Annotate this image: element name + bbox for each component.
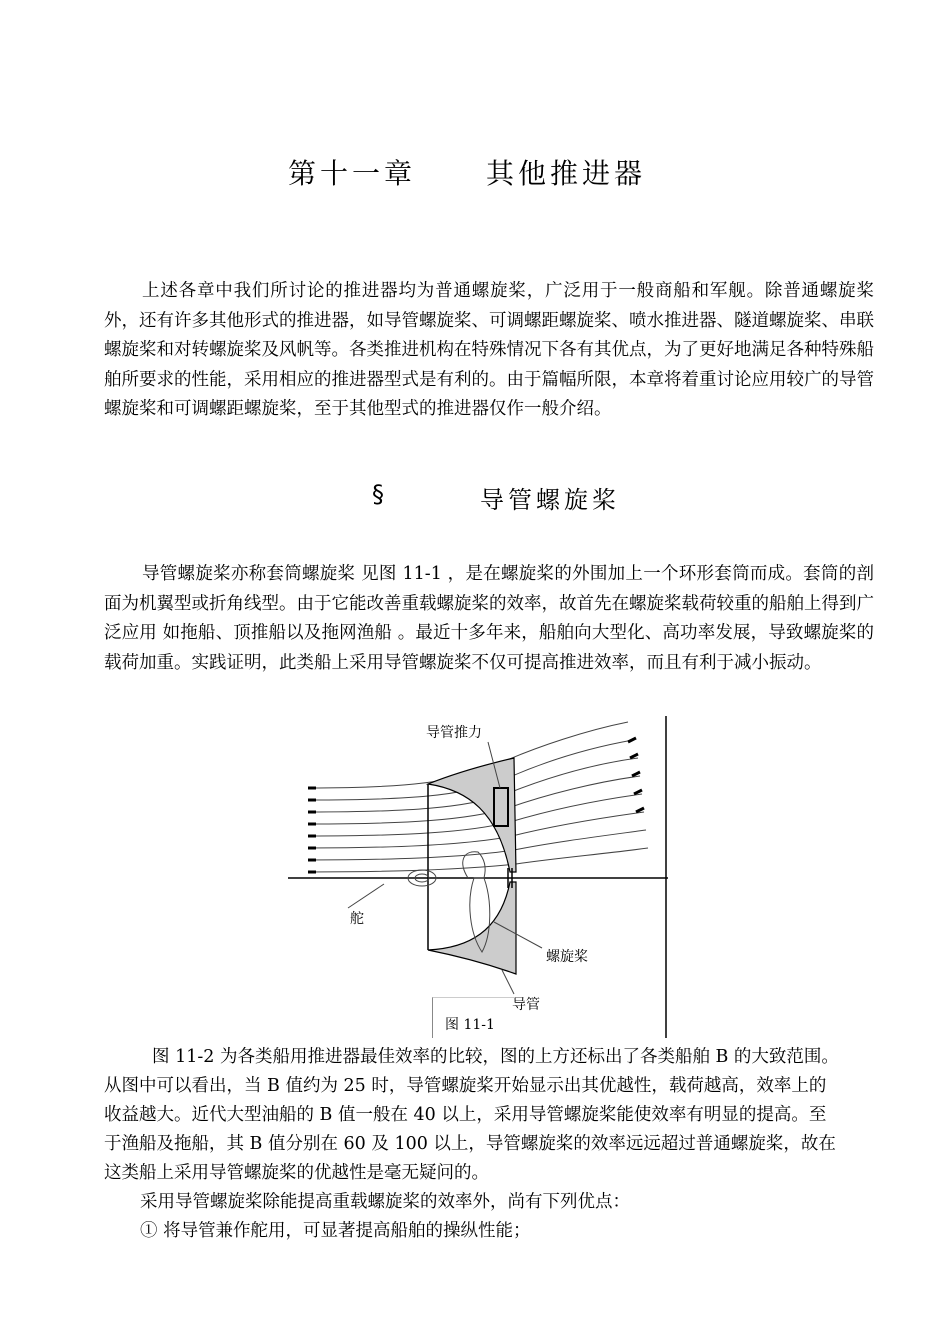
para2-line-3: 收益越大。近代大型油船的 B 值一般在 40 以上，采用导管螺旋桨能使效率有明显的提高。至 <box>104 1105 827 1125</box>
section-title: 导管螺旋桨 <box>480 486 620 514</box>
label-duct-thrust: 导管推力 <box>426 725 482 741</box>
label-rudder: 舵 <box>350 911 364 927</box>
figure-caption-box <box>432 997 515 1038</box>
para2-line-2: 从图中可以看出，当 B 值约为 25 时，导管螺旋桨开始显示出其优越性，载荷越高，效率上的 <box>104 1076 827 1096</box>
duct-intro-paragraph: 导管螺旋桨亦称套筒螺旋桨 见图 11-1 ，是在螺旋桨的外围加上一个环形套筒而成。套筒的剖面为机翼型或折角线型。由于它能改善重载螺旋桨的效率，故首先在螺旋桨载荷较重的船舶上得到广泛应用 如拖船、顶推船以及拖网渔船 。最近十多年来，船舶向大型化、高功率发展，导致螺旋桨的载荷加重。实践证明，此类船上采用导管螺旋桨不仅可提高推进效率，而且有利于减小振动。 <box>104 564 874 673</box>
label-duct: 导管 <box>512 997 540 1013</box>
intro-paragraph: 上述各章中我们所讨论的推进器均为普通螺旋桨，广泛用于一般商船和军舰。除普通螺旋桨外，还有许多其他形式的推进器，如导管螺旋桨、可调螺距螺旋桨、喷水推进器、隧道螺旋桨、串联螺旋桨和对转螺旋桨及风帆等。各类推进机构在特殊情况下各有其优点，为了更好地满足各种特殊船舶所要求的性能，采用相应的推进器型式是有利的。由于篇幅所限，本章将着重讨论应用较广的导管螺旋桨和可调螺距螺旋桨，至于其他型式的推进器仅作一般介绍。 <box>104 281 874 419</box>
chapter-number: 第十一章 <box>288 157 417 190</box>
duct-propeller-figure <box>288 712 680 1042</box>
para2-line-4: 于渔船及拖船，其 B 值分别在 60 及 100 以上，导管螺旋桨的效率远远超过普通螺旋桨，故在 <box>104 1134 836 1154</box>
para2-line-1: 图 11-2 为各类船用推进器最佳效率的比较，图的上方还标出了各类船舶 B 的大致范围。 <box>152 1047 839 1067</box>
para2-line-5: 这类船上采用导管螺旋桨的优越性是毫无疑问的。 <box>104 1163 489 1183</box>
chapter-title: 其他推进器 <box>486 157 647 190</box>
advantage-item-1: ① 将导管兼作舵用，可显著提高船舶的操纵性能； <box>140 1221 531 1241</box>
figure-caption: 图 11-1 <box>445 1017 495 1033</box>
advantages-intro: 采用导管螺旋桨除能提高重载螺旋桨的效率外，尚有下列优点： <box>140 1192 630 1212</box>
label-propeller: 螺旋桨 <box>546 949 588 965</box>
figure-drawing <box>288 712 680 1042</box>
section-symbol: § <box>372 480 388 508</box>
